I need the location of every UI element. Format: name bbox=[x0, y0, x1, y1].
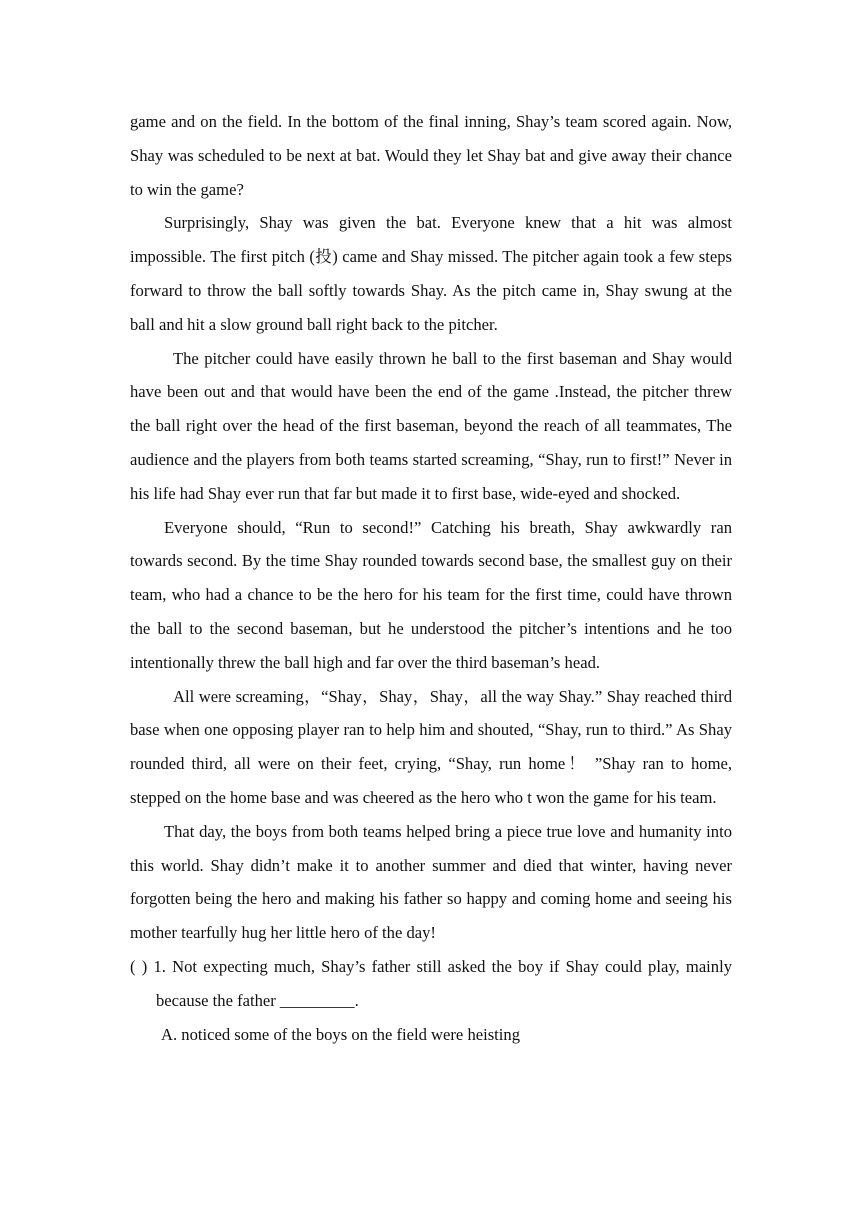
paragraph-1: game and on the field. In the bottom of the final inning, Shay’s team scored again. Now, Shay was scheduled to be next at bat. Would they let Shay bat and give away their chance to win the game? bbox=[130, 112, 732, 199]
document-page bbox=[130, 105, 732, 1051]
paragraph-3: The pitcher could have easily thrown he ball to the first baseman and Shay would have been out and that would have been the end of the game .Instead, the pitcher threw the ball right over the head of the first baseman, beyond the reach of all teammates, The audience and the players from both teams started screaming, “Shay, run to first!” Never in his life had Shay ever run that far but made it to first base, wide-eyed and shocked. bbox=[130, 348, 732, 503]
paragraph-4: Everyone should, “Run to second!” Catching his breath, Shay awkwardly ran towards second. By the time Shay rounded towards second base, the smallest guy on their team, who had a chance to be the hero for his team for the first time, could have thrown the ball to the second baseman, but he understood the pitcher’s intentions and he too intentionally threw the ball high and far over the third baseman’s head. bbox=[130, 517, 732, 672]
paragraph-2: Surprisingly, Shay was given the bat. Everyone knew that a hit was almost impossible. The first pitch (投) came and Shay missed. The pitcher again took a few steps forward to throw the ball softly towards Shay. As the pitch came in, Shay swung at the ball and hit a slow ground ball right back to the pitcher. bbox=[130, 213, 732, 334]
question-1: ( ) 1. Not expecting much, Shay’s father still asked the boy if Shay could play, mainly because the father _________. bbox=[130, 956, 732, 1010]
paragraph-5: All were screaming，“Shay，Shay，Shay，all the way Shay.” Shay reached third base when one opposing player ran to help him and shouted, “Shay, run to third.” As Shay rounded third, all were on their feet, crying, “Shay, run home！ ”Shay ran to home, stepped on the home base and was cheered as the hero who t won the game for his team. bbox=[130, 686, 732, 807]
question-1-option-a: A. noticed some of the boys on the field were heisting bbox=[161, 1024, 520, 1044]
paragraph-6: That day, the boys from both teams helped bring a piece true love and humanity into this world. Shay didn’t make it to another summer and died that winter, having never forgotten being the hero and making his father so happy and coming home and seeing his mother tearfully hug her little hero of the day! bbox=[130, 821, 732, 943]
